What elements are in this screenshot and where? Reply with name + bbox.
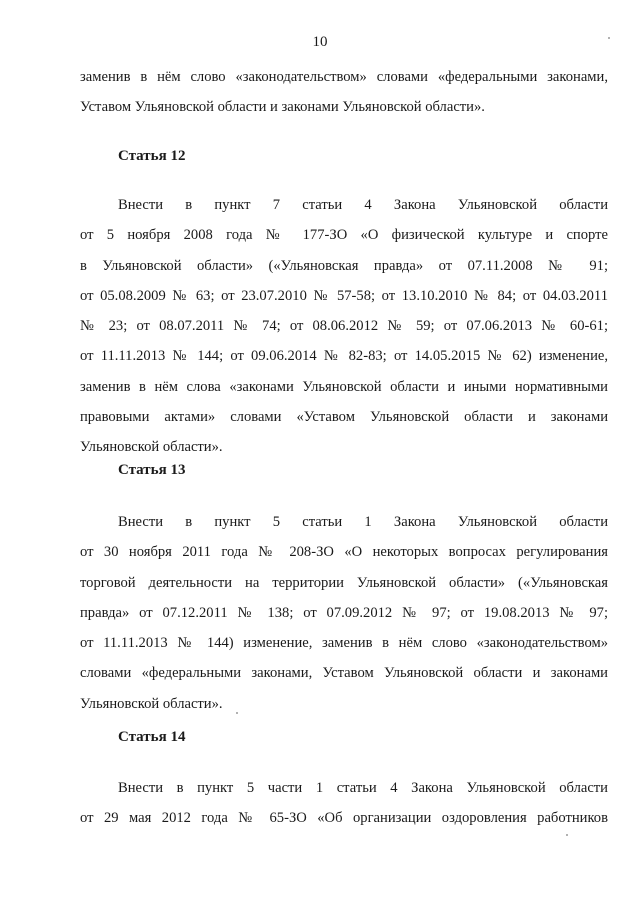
text-line: Ульяновской области».: [80, 439, 223, 456]
article-12-heading: Статья 12: [118, 148, 186, 164]
article-14-paragraph: [80, 773, 608, 834]
text-line: заменив в нём слова «законами Ульяновской области и иными нормативными: [80, 378, 608, 395]
article-14-heading: Статья 14: [118, 729, 186, 745]
text-line: № 23; от 08.07.2011 № 74; от 08.06.2012 № 59; от 07.06.2013 № 60-61;: [80, 318, 608, 335]
intro-paragraph: [80, 62, 608, 123]
text-line: от 5 ноября 2008 года № 177-ЗО «О физической культуре и спорте: [80, 227, 608, 244]
page-number: 10: [312, 34, 328, 50]
article-12-paragraph: [80, 190, 608, 463]
text-line: Уставом Ульяновской области и законами Ульяновской области».: [80, 99, 485, 116]
text-line: Внести в пункт 7 статьи 4 Закона Ульяновской области: [118, 197, 608, 213]
text-line: от 05.08.2009 № 63; от 23.07.2010 № 57-58; от 13.10.2010 № 84; от 04.03.2011: [80, 287, 608, 304]
text-line: правовыми актами» словами «Уставом Ульяновской области и законами: [80, 409, 608, 426]
text-line: Внести в пункт 5 статьи 1 Закона Ульяновской области: [118, 514, 608, 530]
text-line: от 11.11.2013 № 144; от 09.06.2014 № 82-83; от 14.05.2015 № 62) изменение,: [80, 348, 608, 365]
text-line: Ульяновской области».: [80, 695, 223, 712]
text-line: в Ульяновской области» («Ульяновская правда» от 07.11.2008 № 91;: [80, 257, 608, 274]
text-line: заменив в нём слово «законодательством» словами «федеральными законами,: [80, 69, 608, 85]
article-13-paragraph: [80, 507, 608, 719]
scan-speck: [608, 37, 610, 39]
text-line: от 29 мая 2012 года № 65-ЗО «Об организации оздоровления работников: [80, 810, 608, 827]
text-line: словами «федеральными законами, Уставом Ульяновской области и законами: [80, 665, 608, 682]
text-line: Внести в пункт 5 части 1 статьи 4 Закона Ульяновской области: [118, 780, 608, 796]
scan-speck: [566, 834, 568, 836]
text-line: от 11.11.2013 № 144) изменение, заменив в нём слово «законодательством»: [80, 635, 608, 652]
text-line: правда» от 07.12.2011 № 138; от 07.09.2012 № 97; от 19.08.2013 № 97;: [80, 604, 608, 621]
text-line: торговой деятельности на территории Ульяновской области» («Ульяновская: [80, 574, 608, 591]
text-line: от 30 ноября 2011 года № 208-ЗО «О некоторых вопросах регулирования: [80, 544, 608, 561]
article-13-heading: Статья 13: [118, 462, 186, 478]
scan-speck: [236, 712, 238, 714]
